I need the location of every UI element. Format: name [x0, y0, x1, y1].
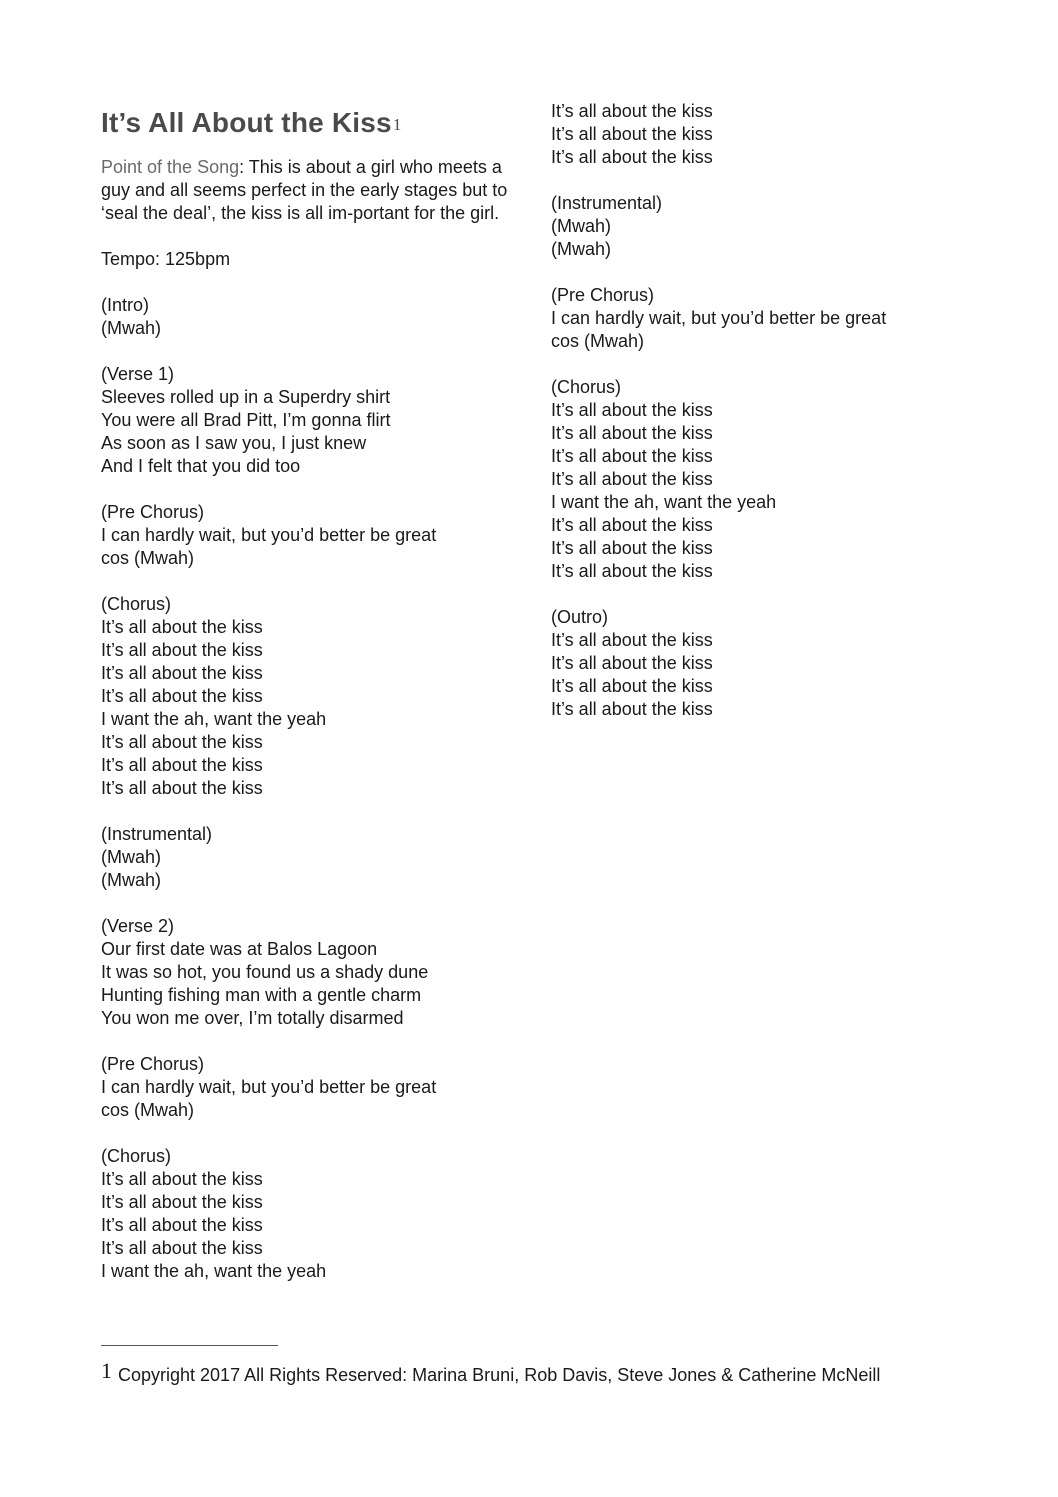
- lyric-line: I can hardly wait, but you’d better be great: [101, 525, 437, 545]
- lyric-line: It’s all about the kiss: [551, 676, 713, 696]
- lyric-line: It was so hot, you found us a shady dune: [101, 962, 429, 982]
- lyric-line: It’s all about the kiss: [551, 400, 713, 420]
- lyric-line: Our first date was at Balos Lagoon: [101, 939, 378, 959]
- lyric-stanza: [101, 501, 511, 570]
- song-title: [101, 106, 511, 140]
- lyric-line: (Pre Chorus): [101, 1054, 205, 1074]
- lyric-line: (Chorus): [101, 594, 172, 614]
- lyric-line: (Mwah): [551, 216, 612, 236]
- lyric-line: Sleeves rolled up in a Superdry shirt: [101, 387, 391, 407]
- lyric-line: (Chorus): [101, 1146, 172, 1166]
- tempo: Tempo: 125bpm: [101, 249, 231, 269]
- lyric-line: It’s all about the kiss: [101, 1192, 263, 1212]
- lyric-stanza: [101, 363, 511, 478]
- lyric-line: It’s all about the kiss: [101, 663, 263, 683]
- lyric-line: It’s all about the kiss: [551, 147, 713, 167]
- lyric-line: It’s all about the kiss: [101, 755, 263, 775]
- lyric-line: It’s all about the kiss: [551, 469, 713, 489]
- lyric-line: (Verse 2): [101, 916, 175, 936]
- lyric-line: It’s all about the kiss: [101, 617, 263, 637]
- lyric-line: It’s all about the kiss: [551, 515, 713, 535]
- lyric-line: It’s all about the kiss: [551, 653, 713, 673]
- lyric-line: (Outro): [551, 607, 609, 627]
- lyric-stanza: [101, 915, 511, 1030]
- lyric-line: (Instrumental): [101, 824, 213, 844]
- lyric-line: cos (Mwah): [101, 548, 195, 568]
- lyric-line: It’s all about the kiss: [101, 732, 263, 752]
- lyric-line: It’s all about the kiss: [101, 778, 263, 798]
- lyric-stanza: [101, 1145, 511, 1283]
- lyric-stanza: [101, 823, 511, 892]
- lyric-line: It’s all about the kiss: [101, 686, 263, 706]
- lyric-stanza: [551, 376, 971, 583]
- lyric-line: It’s all about the kiss: [101, 1169, 263, 1189]
- point-of-song-text: : This is about a girl who meets a guy and all seems perfect in the early stages but to ‘seal the deal’, the kiss is all im-portant for the girl.: [101, 157, 508, 223]
- point-of-song-label: Point of the Song: [101, 157, 240, 177]
- lyric-line: (Chorus): [551, 377, 622, 397]
- lyric-line: cos (Mwah): [101, 1100, 195, 1120]
- lyric-line: (Verse 1): [101, 364, 175, 384]
- lyric-line: It’s all about the kiss: [101, 1215, 263, 1235]
- footnote-reference: 1: [392, 115, 402, 134]
- lyric-line: I can hardly wait, but you’d better be great: [101, 1077, 437, 1097]
- lyric-stanza: [101, 593, 511, 800]
- song-title-text: It’s All About the Kiss: [101, 107, 392, 138]
- footnote-mark: 1: [101, 1358, 112, 1383]
- lyric-stanza: [551, 606, 971, 721]
- lyric-line: It’s all about the kiss: [551, 446, 713, 466]
- lyric-line: I want the ah, want the yeah: [551, 492, 777, 512]
- lyric-line: It’s all about the kiss: [101, 1238, 263, 1258]
- lyric-line: I can hardly wait, but you’d better be great: [551, 308, 887, 328]
- lyric-line: It’s all about the kiss: [551, 124, 713, 144]
- lyric-line: You were all Brad Pitt, I’m gonna flirt: [101, 410, 391, 430]
- lyric-line: I want the ah, want the yeah: [101, 1261, 327, 1281]
- lyric-line: I want the ah, want the yeah: [101, 709, 327, 729]
- lyric-line: (Pre Chorus): [551, 285, 655, 305]
- lyric-line: (Mwah): [101, 318, 162, 338]
- lyric-line: You won me over, I’m totally disarmed: [101, 1008, 404, 1028]
- lyric-line: cos (Mwah): [551, 331, 645, 351]
- lyric-line: It’s all about the kiss: [551, 101, 713, 121]
- lyric-line: It’s all about the kiss: [551, 423, 713, 443]
- lyric-line: (Mwah): [551, 239, 612, 259]
- lyric-line: (Intro): [101, 295, 150, 315]
- lyric-line: (Mwah): [101, 847, 162, 867]
- lyric-stanza: [551, 284, 971, 353]
- lyric-line: (Mwah): [101, 870, 162, 890]
- lyric-line: Hunting fishing man with a gentle charm: [101, 985, 422, 1005]
- lyric-line: (Pre Chorus): [101, 502, 205, 522]
- footnote-divider: [101, 1345, 278, 1346]
- song-description: [101, 156, 511, 225]
- lyric-line: It’s all about the kiss: [551, 561, 713, 581]
- lyric-stanza: [551, 100, 971, 169]
- footnote-text: Copyright 2017 All Rights Reserved: Marina Bruni, Rob Davis, Steve Jones & Catherine McNeill: [118, 1365, 881, 1385]
- left-column: [101, 100, 511, 1306]
- lyric-stanza: [101, 1053, 511, 1122]
- lyric-line: It’s all about the kiss: [101, 640, 263, 660]
- lyric-line: (Instrumental): [551, 193, 663, 213]
- lyric-line: It’s all about the kiss: [551, 538, 713, 558]
- right-lyrics: [551, 100, 971, 721]
- lyric-line: And I felt that you did too: [101, 456, 301, 476]
- lyric-line: It’s all about the kiss: [551, 630, 713, 650]
- lyric-line: It’s all about the kiss: [551, 699, 713, 719]
- lyric-stanza: [101, 294, 511, 340]
- right-column: [551, 100, 971, 744]
- footnote: [101, 1358, 881, 1387]
- lyric-line: As soon as I saw you, I just knew: [101, 433, 367, 453]
- lyric-stanza: [551, 192, 971, 261]
- left-lyrics: [101, 294, 511, 1283]
